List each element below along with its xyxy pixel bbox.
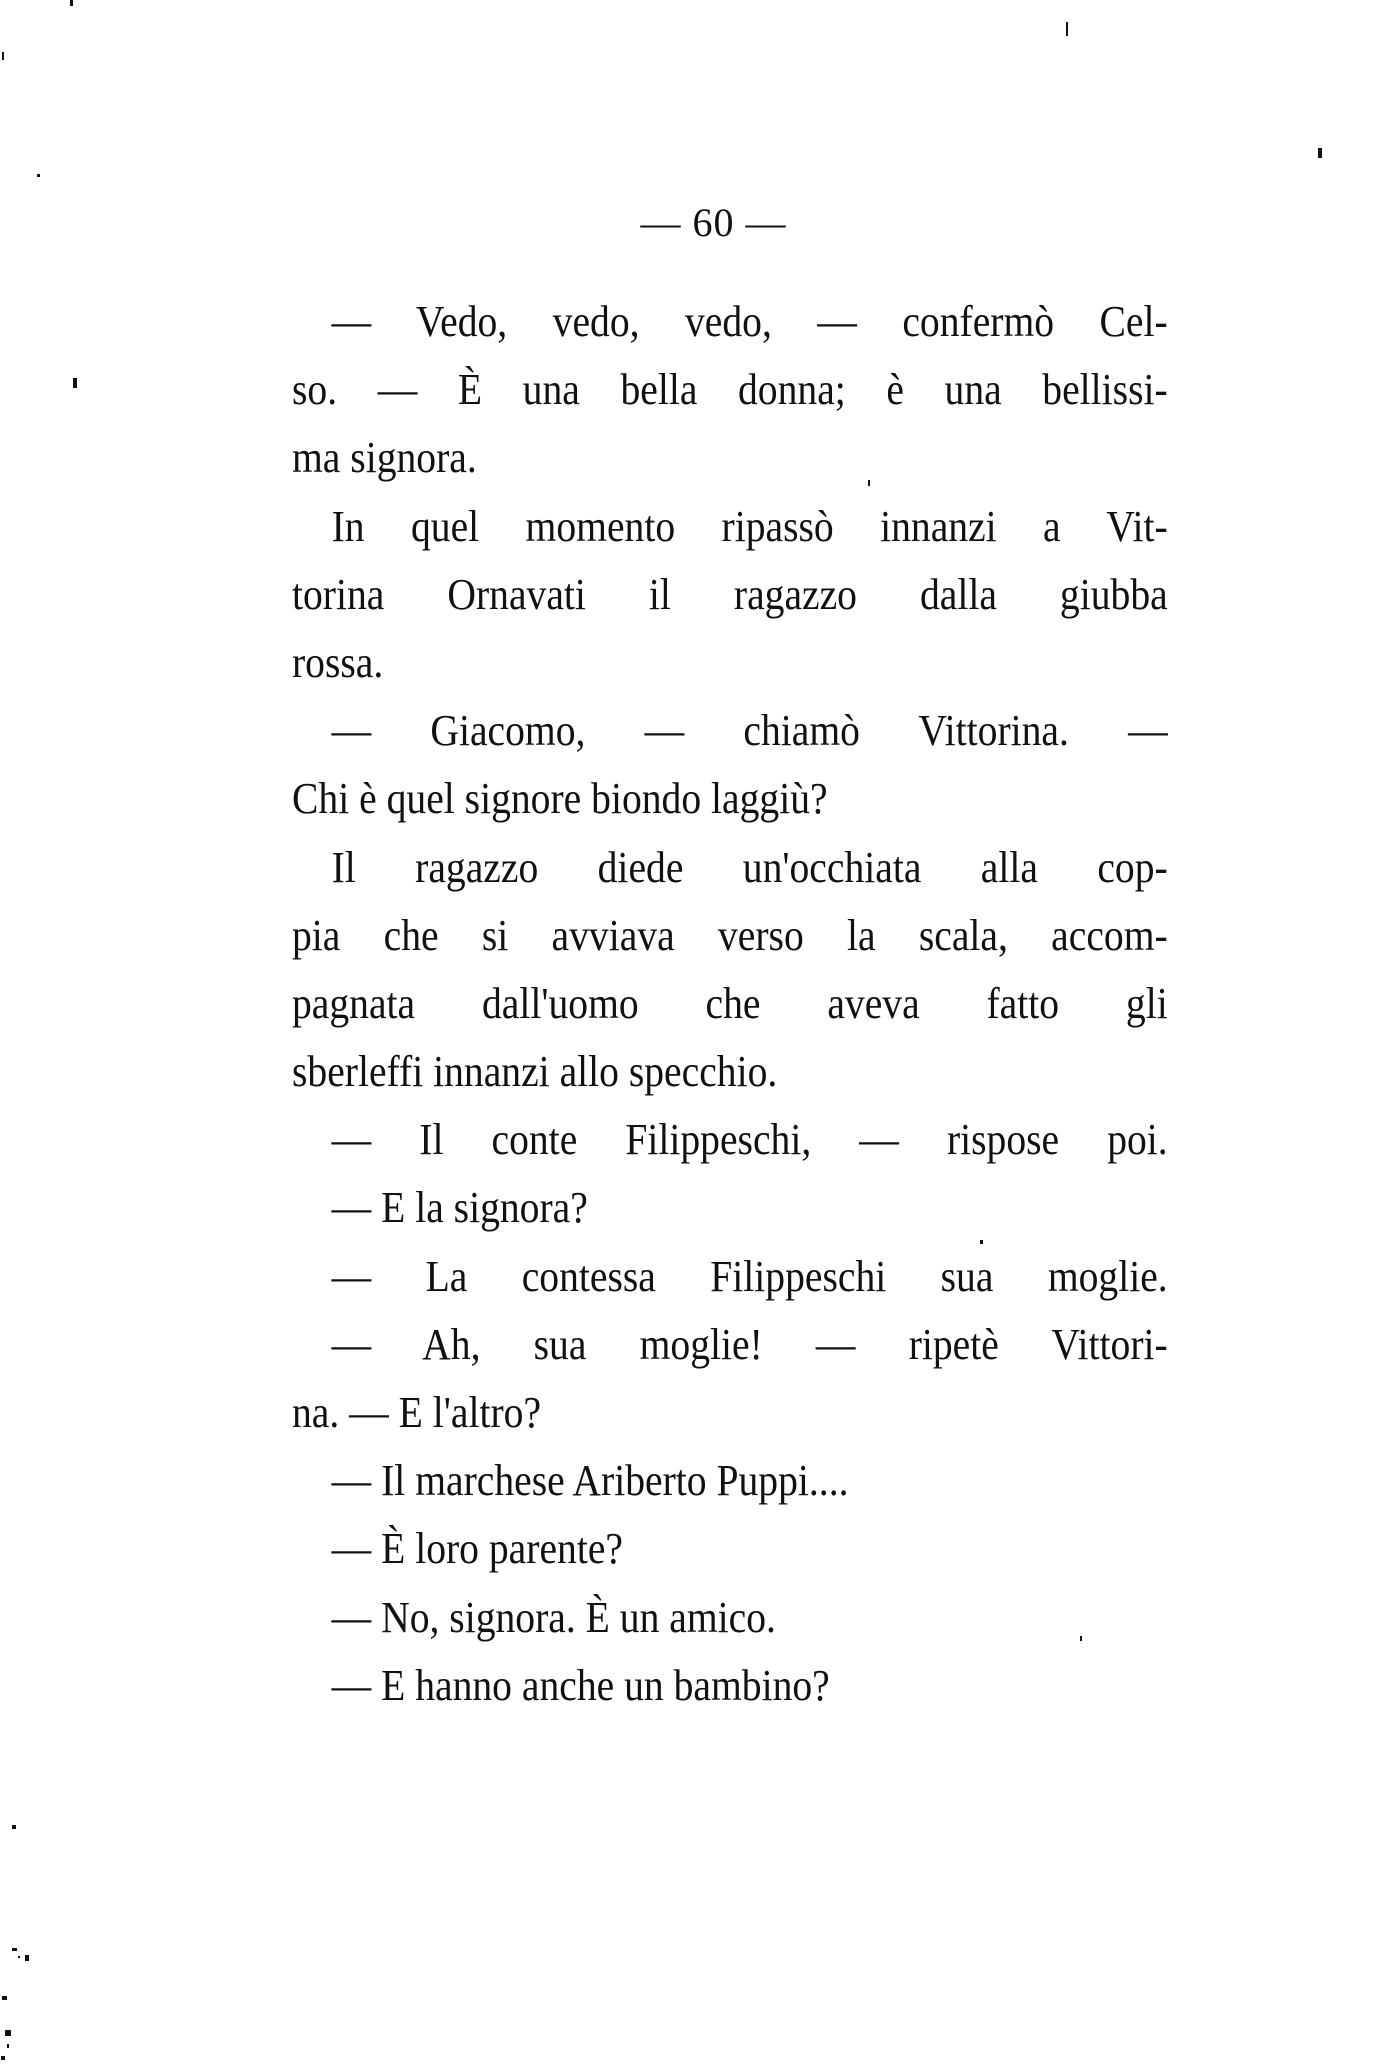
text-line: — No, signora. È un amico. (331, 1592, 776, 1642)
scan-speck (1, 2056, 5, 2060)
scan-speck (18, 1956, 20, 1958)
scan-speck (12, 1825, 16, 1829)
scan-speck (2, 1996, 7, 2000)
scan-speck (868, 480, 870, 486)
scan-speck (5, 2030, 11, 2036)
text-line: na. — E l'altro? (292, 1388, 542, 1437)
scan-speck (12, 1948, 17, 1951)
text-line: torina Ornavati il ragazzo dalla giubba (292, 569, 1168, 619)
scan-speck (980, 1240, 983, 1244)
text-line: — È loro parente? (331, 1524, 623, 1574)
scan-speck (37, 174, 40, 177)
scan-speck (7, 2044, 9, 2048)
text-line: — E hanno anche un bambino? (331, 1660, 830, 1710)
text-line: so. — È una bella donna; è una bellissi- (292, 365, 1168, 415)
text-line: sberleffi innanzi allo specchio. (292, 1047, 778, 1097)
body-text (292, 288, 1168, 1720)
scan-speck (1318, 148, 1322, 158)
text-line: — E la signora? (331, 1183, 588, 1233)
scan-speck (73, 378, 77, 388)
text-line: Chi è quel signore biondo laggiù? (292, 774, 828, 824)
text-line: pia che si avviava verso la scala, accom- (292, 910, 1168, 960)
scan-speck (25, 1955, 29, 1961)
scan-speck (70, 0, 73, 6)
text-line: In quel momento ripassò innanzi a Vit- (331, 501, 1168, 551)
text-line: — Il marchese Ariberto Puppi.... (331, 1456, 849, 1506)
text-line: ma signora. (292, 433, 477, 483)
text-line: — La contessa Filippeschi sua moglie. (331, 1251, 1168, 1301)
scan-speck (1080, 1636, 1082, 1641)
text-line: — Ah, sua moglie! — ripetè Vittori- (331, 1319, 1168, 1369)
text-line: — Vedo, vedo, vedo, — confermò Cel- (331, 297, 1168, 346)
scan-speck (1066, 22, 1068, 36)
text-line: rossa. (292, 637, 384, 687)
page-number: — 60 — (640, 200, 787, 245)
text-line: Il ragazzo diede un'occhiata alla cop- (331, 842, 1168, 892)
text-line: pagnata dall'uomo che aveva fatto gli (292, 978, 1168, 1028)
scan-speck (2, 52, 4, 60)
text-line: — Il conte Filippeschi, — rispose poi. (331, 1115, 1168, 1165)
text-line: — Giacomo, — chiamò Vittorina. — (331, 706, 1168, 756)
